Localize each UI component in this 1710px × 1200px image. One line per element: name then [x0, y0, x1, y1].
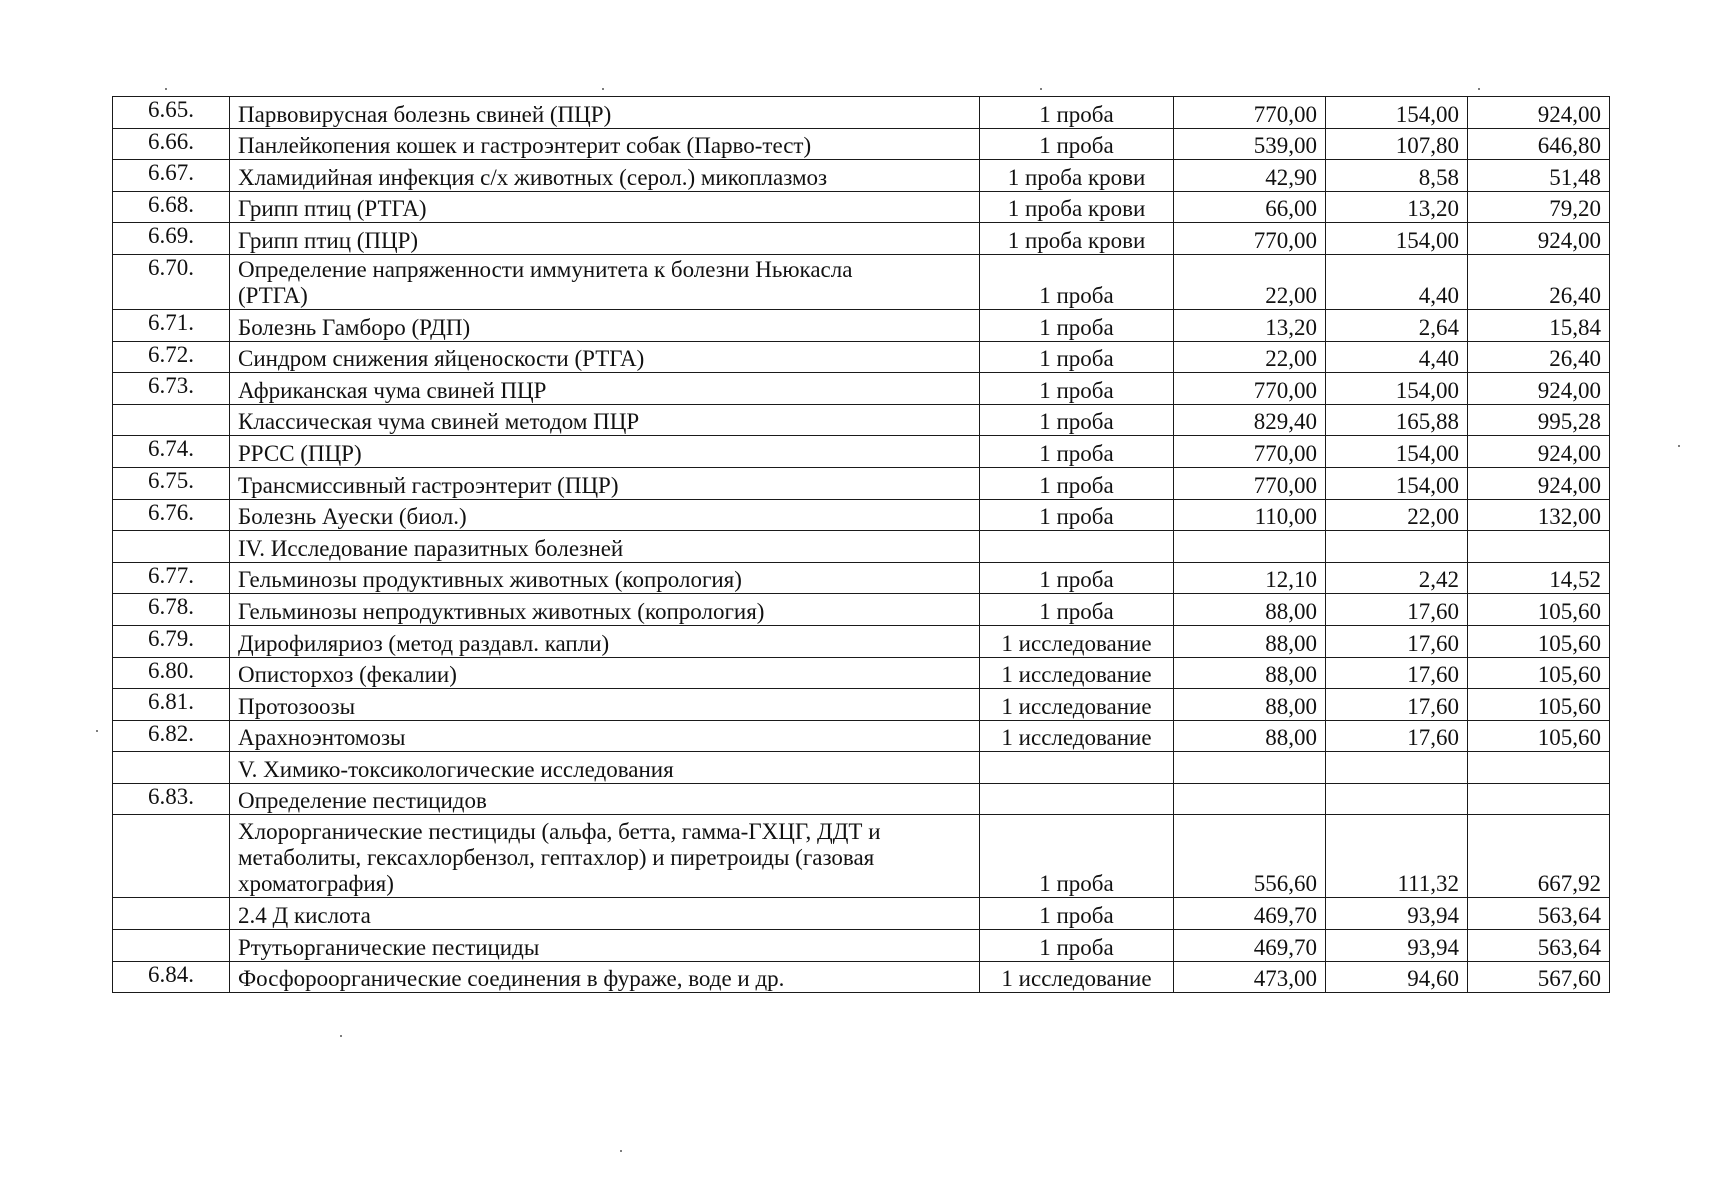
- table-row: [113, 160, 1610, 192]
- table-row: [113, 625, 1610, 657]
- item-vat: 93,94: [1326, 898, 1468, 930]
- item-total: 924,00: [1468, 436, 1610, 468]
- item-name: Парвовирусная болезнь свиней (ПЦР): [230, 97, 980, 129]
- item-code: 6.80.: [113, 657, 230, 689]
- item-price: [1174, 752, 1326, 784]
- item-total: 26,40: [1468, 341, 1610, 373]
- item-price: 88,00: [1174, 594, 1326, 626]
- item-unit: 1 проба: [980, 309, 1174, 341]
- table-row: [113, 898, 1610, 930]
- item-total: 567,60: [1468, 961, 1610, 993]
- item-name: 2.4 Д кислота: [230, 898, 980, 930]
- scan-speck: [96, 730, 98, 732]
- item-name: Гельминозы непродуктивных животных (копрология): [230, 594, 980, 626]
- table-row: [113, 930, 1610, 962]
- price-list-body: [113, 97, 1610, 993]
- item-name: Болезнь Ауески (биол.): [230, 499, 980, 531]
- table-row: [113, 373, 1610, 405]
- item-name: IV. Исследование паразитных болезней: [230, 531, 980, 563]
- item-unit: 1 проба: [980, 97, 1174, 129]
- item-price: 539,00: [1174, 128, 1326, 160]
- table-row: [113, 341, 1610, 373]
- table-row: [113, 594, 1610, 626]
- item-total: 79,20: [1468, 191, 1610, 223]
- item-unit: 1 проба: [980, 128, 1174, 160]
- item-vat: 154,00: [1326, 223, 1468, 255]
- item-unit: 1 проба: [980, 373, 1174, 405]
- item-name: РРСС (ПЦР): [230, 436, 980, 468]
- item-total: 563,64: [1468, 930, 1610, 962]
- item-vat: 107,80: [1326, 128, 1468, 160]
- table-row: [113, 404, 1610, 436]
- item-code: [113, 531, 230, 563]
- item-price: 473,00: [1174, 961, 1326, 993]
- item-unit: 1 проба: [980, 594, 1174, 626]
- table-row: [113, 223, 1610, 255]
- item-total: 51,48: [1468, 160, 1610, 192]
- item-vat: 111,32: [1326, 815, 1468, 898]
- item-code: 6.79.: [113, 625, 230, 657]
- item-code: 6.68.: [113, 191, 230, 223]
- item-unit: 1 исследование: [980, 720, 1174, 752]
- item-code: [113, 930, 230, 962]
- item-unit: 1 проба: [980, 467, 1174, 499]
- item-code: 6.67.: [113, 160, 230, 192]
- table-row: [113, 720, 1610, 752]
- item-total: [1468, 752, 1610, 784]
- scan-speck: [602, 88, 604, 90]
- item-vat: 17,60: [1326, 720, 1468, 752]
- item-price: 88,00: [1174, 625, 1326, 657]
- item-price: 110,00: [1174, 499, 1326, 531]
- item-name: Грипп птиц (ПЦР): [230, 223, 980, 255]
- item-unit: 1 проба: [980, 254, 1174, 309]
- item-name: Хлорорганические пестициды (альфа, бетта, гамма-ГХЦГ, ДДТ и метаболиты, гексахлорбензол, гептахлор) и пиретроиды (газовая хроматография): [230, 815, 980, 898]
- table-row: [113, 657, 1610, 689]
- scan-speck: [1478, 88, 1480, 90]
- item-code: 6.69.: [113, 223, 230, 255]
- item-code: 6.77.: [113, 562, 230, 594]
- item-price: 770,00: [1174, 373, 1326, 405]
- item-unit: 1 исследование: [980, 657, 1174, 689]
- table-row: [113, 531, 1610, 563]
- item-vat: [1326, 783, 1468, 815]
- item-unit: [980, 752, 1174, 784]
- table-row: [113, 191, 1610, 223]
- item-total: 995,28: [1468, 404, 1610, 436]
- item-price: 469,70: [1174, 930, 1326, 962]
- item-price: 770,00: [1174, 436, 1326, 468]
- item-total: 132,00: [1468, 499, 1610, 531]
- item-price: 88,00: [1174, 720, 1326, 752]
- item-code: [113, 404, 230, 436]
- item-name: Классическая чума свиней методом ПЦР: [230, 404, 980, 436]
- item-name: Болезнь Гамборо (РДП): [230, 309, 980, 341]
- item-total: 15,84: [1468, 309, 1610, 341]
- item-name: Грипп птиц (РТГА): [230, 191, 980, 223]
- item-name: Африканская чума свиней ПЦР: [230, 373, 980, 405]
- item-name: Определение пестицидов: [230, 783, 980, 815]
- item-price: 88,00: [1174, 689, 1326, 721]
- item-total: [1468, 531, 1610, 563]
- item-total: 563,64: [1468, 898, 1610, 930]
- item-unit: 1 исследование: [980, 625, 1174, 657]
- item-name: V. Химико-токсикологические исследования: [230, 752, 980, 784]
- item-name: Описторхоз (фекалии): [230, 657, 980, 689]
- item-code: 6.75.: [113, 467, 230, 499]
- scan-speck: [165, 88, 167, 90]
- item-vat: [1326, 752, 1468, 784]
- item-vat: 13,20: [1326, 191, 1468, 223]
- item-code: [113, 898, 230, 930]
- item-unit: [980, 783, 1174, 815]
- table-row: [113, 689, 1610, 721]
- item-unit: 1 проба: [980, 341, 1174, 373]
- item-unit: 1 проба крови: [980, 191, 1174, 223]
- table-row: [113, 562, 1610, 594]
- item-unit: 1 проба: [980, 815, 1174, 898]
- item-name: Трансмиссивный гастроэнтерит (ПЦР): [230, 467, 980, 499]
- item-name: Дирофиляриоз (метод раздавл. капли): [230, 625, 980, 657]
- item-code: 6.66.: [113, 128, 230, 160]
- item-vat: 17,60: [1326, 689, 1468, 721]
- item-unit: 1 проба: [980, 499, 1174, 531]
- item-price: [1174, 783, 1326, 815]
- item-price: 88,00: [1174, 657, 1326, 689]
- item-price: 12,10: [1174, 562, 1326, 594]
- item-unit: 1 проба: [980, 436, 1174, 468]
- item-unit: [980, 531, 1174, 563]
- item-price: 42,90: [1174, 160, 1326, 192]
- table-row: [113, 467, 1610, 499]
- item-total: 646,80: [1468, 128, 1610, 160]
- table-row: [113, 815, 1610, 898]
- item-code: 6.71.: [113, 309, 230, 341]
- item-vat: 4,40: [1326, 254, 1468, 309]
- item-code: 6.65.: [113, 97, 230, 129]
- item-unit: 1 проба: [980, 898, 1174, 930]
- item-vat: 165,88: [1326, 404, 1468, 436]
- item-unit: 1 проба крови: [980, 160, 1174, 192]
- item-total: 924,00: [1468, 373, 1610, 405]
- item-vat: 2,64: [1326, 309, 1468, 341]
- item-vat: 154,00: [1326, 97, 1468, 129]
- item-total: 924,00: [1468, 467, 1610, 499]
- item-vat: 2,42: [1326, 562, 1468, 594]
- item-code: 6.70.: [113, 254, 230, 309]
- item-code: 6.76.: [113, 499, 230, 531]
- item-price: 829,40: [1174, 404, 1326, 436]
- item-vat: 4,40: [1326, 341, 1468, 373]
- item-total: 26,40: [1468, 254, 1610, 309]
- item-name: Панлейкопения кошек и гастроэнтерит собак (Парво-тест): [230, 128, 980, 160]
- item-total: 14,52: [1468, 562, 1610, 594]
- table-row: [113, 97, 1610, 129]
- item-name: Протозоозы: [230, 689, 980, 721]
- item-total: 105,60: [1468, 625, 1610, 657]
- item-name: Фосфороорганические соединения в фураже, воде и др.: [230, 961, 980, 993]
- item-price: [1174, 531, 1326, 563]
- item-vat: 93,94: [1326, 930, 1468, 962]
- item-name: Синдром снижения яйценоскости (РТГА): [230, 341, 980, 373]
- item-total: 105,60: [1468, 689, 1610, 721]
- item-total: 924,00: [1468, 97, 1610, 129]
- item-vat: 17,60: [1326, 625, 1468, 657]
- item-unit: 1 исследование: [980, 961, 1174, 993]
- item-unit: 1 проба крови: [980, 223, 1174, 255]
- item-code: 6.74.: [113, 436, 230, 468]
- item-vat: [1326, 531, 1468, 563]
- item-total: 105,60: [1468, 720, 1610, 752]
- table-row: [113, 499, 1610, 531]
- item-vat: 94,60: [1326, 961, 1468, 993]
- item-total: 924,00: [1468, 223, 1610, 255]
- item-code: [113, 815, 230, 898]
- item-vat: 154,00: [1326, 467, 1468, 499]
- scan-speck: [340, 1035, 342, 1037]
- item-vat: 154,00: [1326, 373, 1468, 405]
- item-price: 22,00: [1174, 341, 1326, 373]
- item-code: 6.81.: [113, 689, 230, 721]
- item-total: 105,60: [1468, 594, 1610, 626]
- item-code: [113, 752, 230, 784]
- item-name: Гельминозы продуктивных животных (копрология): [230, 562, 980, 594]
- item-unit: 1 проба: [980, 930, 1174, 962]
- table-row: [113, 783, 1610, 815]
- item-price: 770,00: [1174, 467, 1326, 499]
- item-price: 22,00: [1174, 254, 1326, 309]
- scan-speck: [1040, 88, 1042, 90]
- item-vat: 8,58: [1326, 160, 1468, 192]
- item-unit: 1 проба: [980, 562, 1174, 594]
- item-code: 6.72.: [113, 341, 230, 373]
- item-vat: 17,60: [1326, 657, 1468, 689]
- item-price: 66,00: [1174, 191, 1326, 223]
- item-price: 469,70: [1174, 898, 1326, 930]
- item-unit: 1 исследование: [980, 689, 1174, 721]
- item-code: 6.78.: [113, 594, 230, 626]
- item-vat: 154,00: [1326, 436, 1468, 468]
- item-code: 6.83.: [113, 783, 230, 815]
- item-total: 667,92: [1468, 815, 1610, 898]
- scan-speck: [1678, 445, 1680, 447]
- item-price: 770,00: [1174, 223, 1326, 255]
- table-row: [113, 961, 1610, 993]
- table-row: [113, 128, 1610, 160]
- item-code: 6.84.: [113, 961, 230, 993]
- item-unit: 1 проба: [980, 404, 1174, 436]
- item-price: 13,20: [1174, 309, 1326, 341]
- table-row: [113, 436, 1610, 468]
- table-row: [113, 309, 1610, 341]
- item-code: 6.73.: [113, 373, 230, 405]
- item-price: 556,60: [1174, 815, 1326, 898]
- item-code: 6.82.: [113, 720, 230, 752]
- table-row: [113, 254, 1610, 309]
- scan-speck: [620, 1150, 622, 1152]
- item-name: Хламидийная инфекция с/х животных (серол.) микоплазмоз: [230, 160, 980, 192]
- item-price: 770,00: [1174, 97, 1326, 129]
- table-row: [113, 752, 1610, 784]
- item-vat: 17,60: [1326, 594, 1468, 626]
- item-name: Определение напряженности иммунитета к болезни Ньюкасла (РТГА): [230, 254, 980, 309]
- item-name: Арахноэнтомозы: [230, 720, 980, 752]
- item-vat: 22,00: [1326, 499, 1468, 531]
- item-name: Ртутьорганические пестициды: [230, 930, 980, 962]
- item-total: [1468, 783, 1610, 815]
- item-total: 105,60: [1468, 657, 1610, 689]
- price-list-table: [112, 96, 1610, 993]
